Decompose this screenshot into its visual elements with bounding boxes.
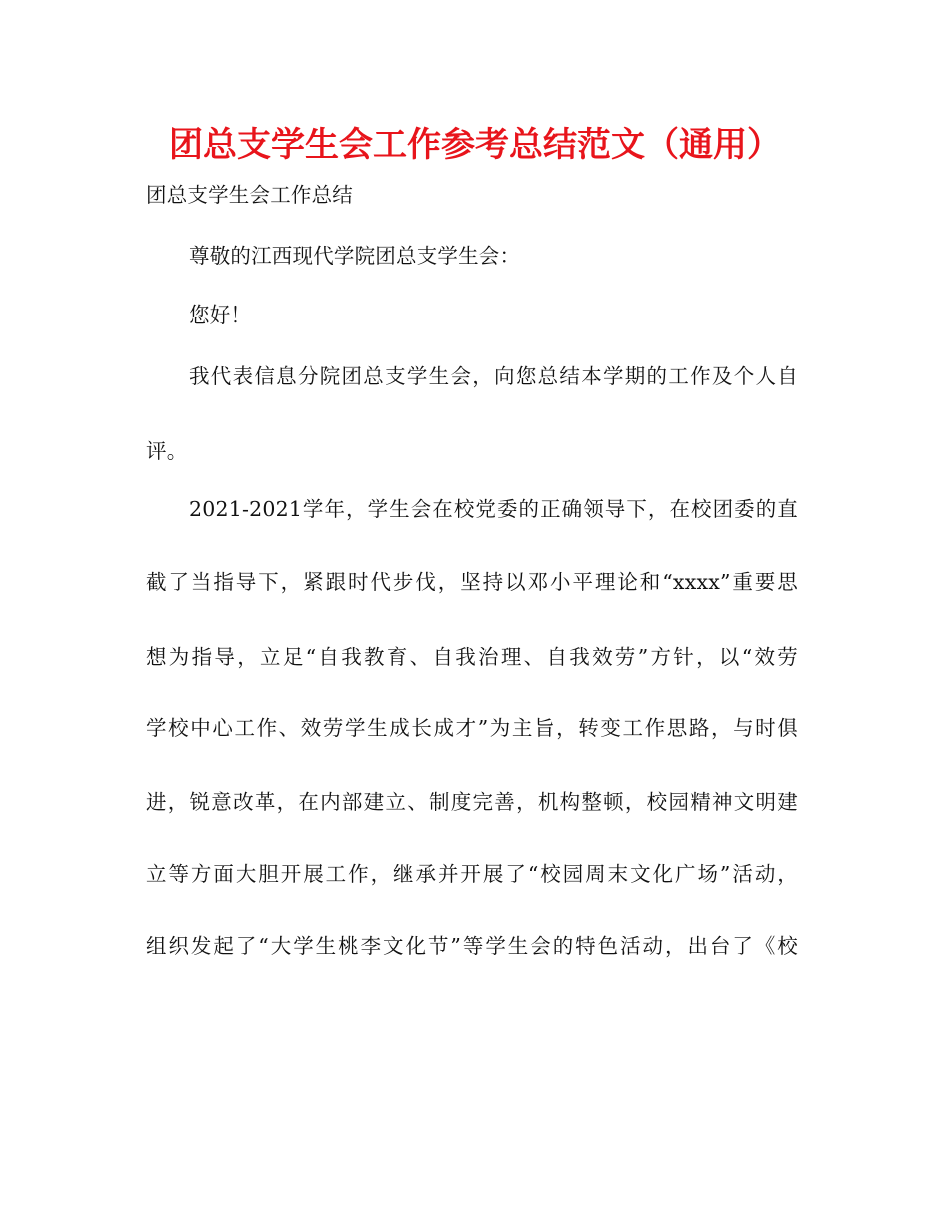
paragraph-line: 组织发起了“大学生桃李文化节”等学生会的特色活动，出台了《校 [146,934,798,958]
paragraph-line: 2021-2021学年，学生会在校党委的正确领导下，在校团委的直 [189,497,798,521]
document-subtitle: 团总支学生会工作总结 [146,183,353,207]
greeting-line: 您好！ [189,303,252,327]
salutation-line: 尊敬的江西现代学院团总支学生会： [189,244,521,268]
document-title: 团总支学生会工作参考总结范文（通用） [169,125,781,165]
paragraph-line: 学校中心工作、效劳学生成长成才”为主旨，转变工作思路，与时俱 [146,716,798,740]
paragraph-line: 我代表信息分院团总支学生会，向您总结本学期的工作及个人自 [189,364,798,388]
paragraph-line: 评。 [146,439,188,463]
paragraph-line: 立等方面大胆开展工作，继承并开展了“校园周末文化广场”活动， [146,862,798,886]
paragraph-line: 想为指导，立足“自我教育、自我治理、自我效劳”方针，以“效劳 [146,645,798,669]
paragraph-line: 进，锐意改革，在内部建立、制度完善，机构整顿，校园精神文明建 [146,790,798,814]
paragraph-line: 截了当指导下，紧跟时代步伐，坚持以邓小平理论和“xxxx”重要思 [146,570,798,594]
